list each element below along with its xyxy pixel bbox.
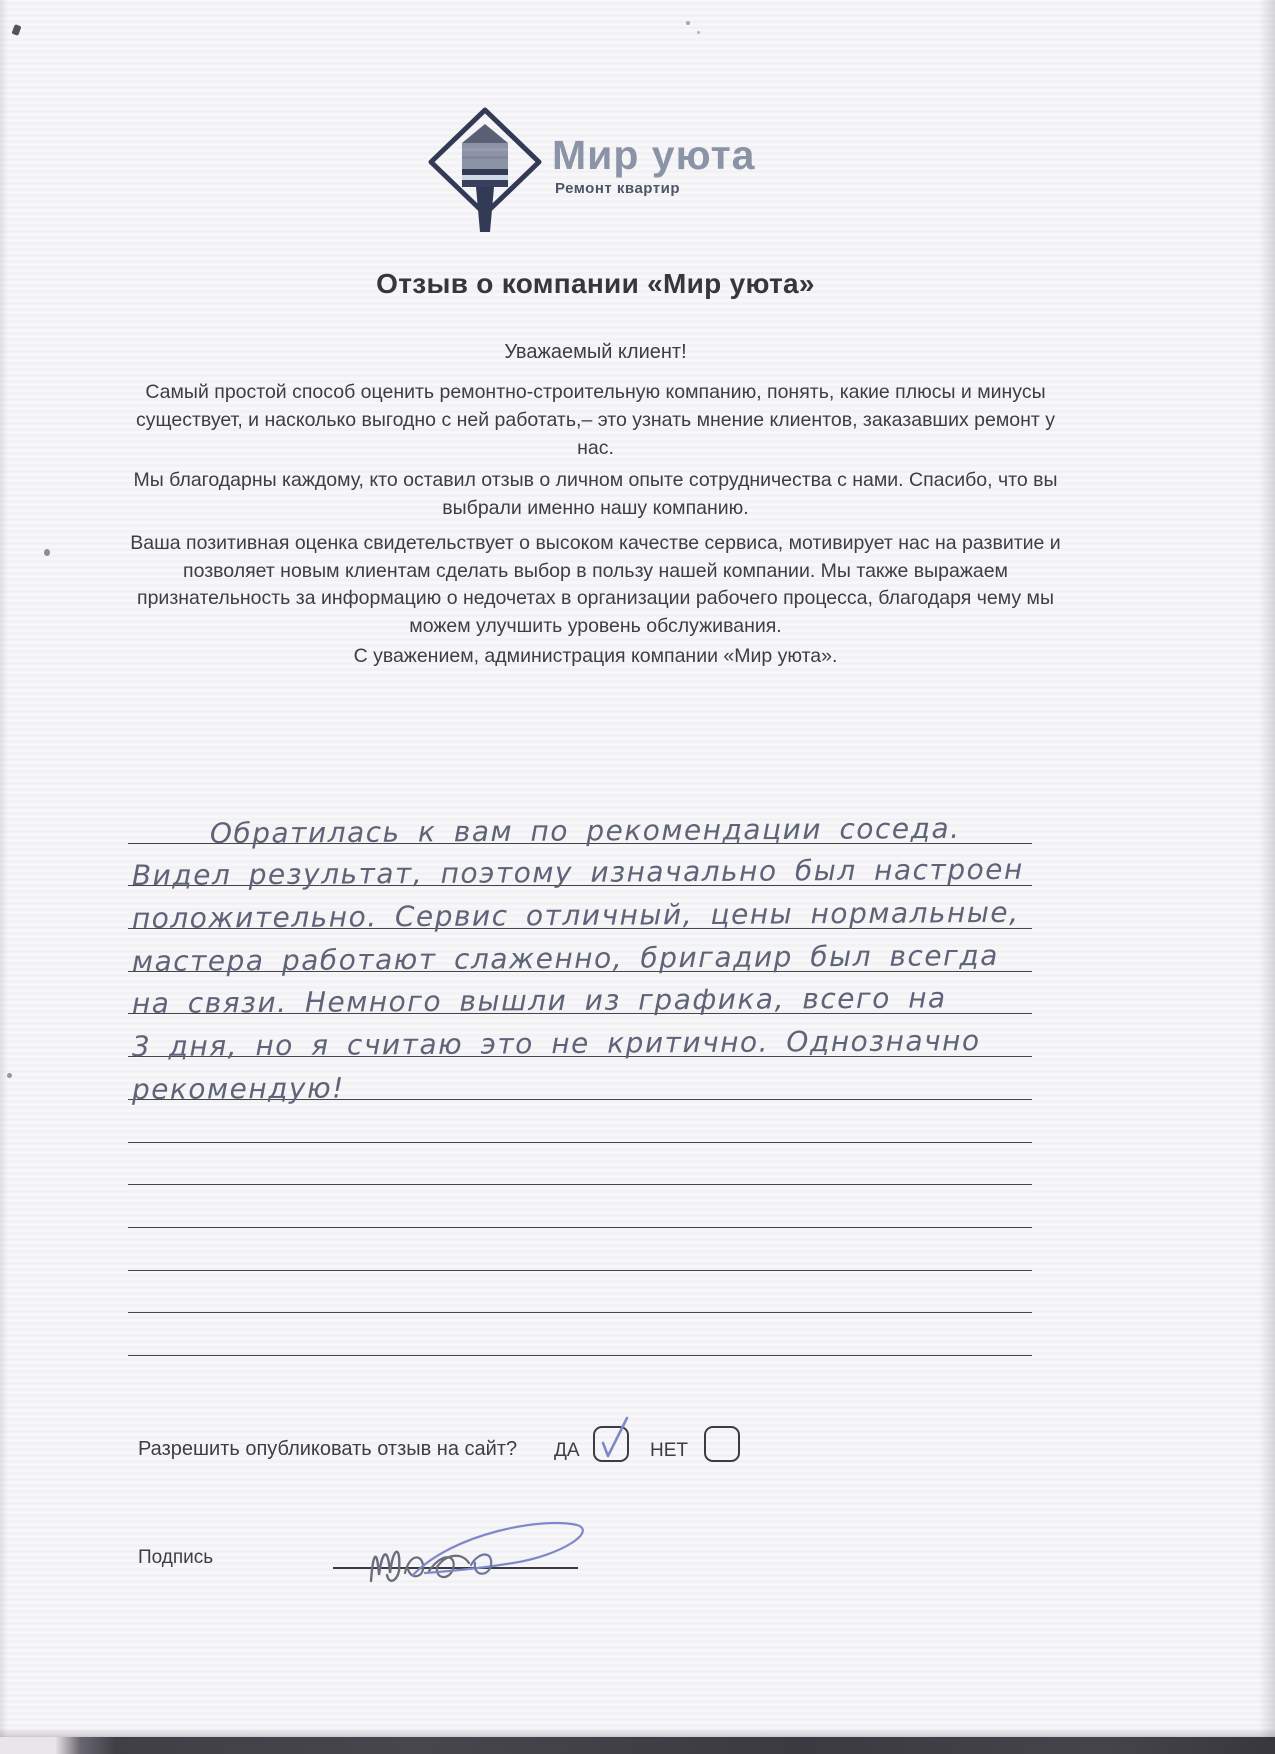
review-line [128, 1100, 1032, 1143]
scan-bottom-edge [0, 1737, 1275, 1754]
review-line [128, 886, 1032, 936]
greeting-line: Уважаемый клиент! [504, 341, 687, 363]
signature-row [138, 1535, 1063, 1625]
brand-tagline: Ремонт квартир [555, 180, 680, 197]
form-content [128, 0, 1063, 1754]
review-line [128, 1185, 1032, 1228]
review-line [128, 1313, 1032, 1356]
review-line [128, 1057, 1032, 1106]
no-label: НЕТ [650, 1440, 688, 1461]
publish-question-label: Разрешить опубликовать отзыв на сайт? [138, 1438, 518, 1460]
review-line [128, 972, 1032, 1021]
handwritten-signature [353, 1511, 603, 1599]
handwritten-text: Обратилась к вам по рекомендации соседа. [209, 811, 961, 850]
handwritten-text: положительно. Сервис отличный, цены нормальные, [131, 895, 1020, 936]
handwritten-text: на связи. Немного вышли из графика, всего на [131, 981, 947, 1021]
intro-paragraph-3: Ваша позитивная оценка свидетельствует о высоком качестве сервиса, мотивирует нас на развитие и позволяет новым клиентам сделать выбор в пользу нашей компании. Мы также выражаем признательность за информацию о недочетах в организации рабочего процесса, благодаря чему мы можем улучшить уровень обслуживания. [130, 532, 1061, 637]
handwritten-text: Видел результат, поэтому изначально был настроен [131, 853, 1024, 893]
scan-speck [44, 549, 50, 556]
scan-speck [686, 21, 690, 25]
company-logo [424, 104, 884, 234]
paintbrush-diamond-icon [424, 104, 546, 240]
scan-speck [12, 24, 22, 36]
logo-text [552, 132, 755, 197]
publish-question-row [138, 1420, 1063, 1480]
intro-paragraph-1: Самый простой способ оценить ремонтно-строительную компанию, понять, какие плюсы и минусы существует, и насколько выгодно с ней работать,– это узнать мнение клиентов, заказавших ремонт у нас. [136, 381, 1055, 459]
review-line [128, 1014, 1032, 1064]
review-line [128, 801, 1032, 850]
form-title: Отзыв о компании «Мир уюта» [376, 268, 815, 299]
yes-checkbox[interactable] [593, 1426, 629, 1462]
intro-paragraph-2: Мы благодарны каждому, кто оставил отзыв о личном опыте сотрудничества с нами. Спасибо, что вы выбрали именно нашу компанию. [133, 469, 1058, 519]
handwritten-text: 3 дня, но я считаю это не критично. Однозначно [131, 1024, 981, 1064]
scan-right-edge-shadow [1259, 0, 1275, 1754]
signature-label: Подпись [138, 1547, 214, 1568]
scan-speck [697, 31, 700, 34]
review-line [128, 1228, 1032, 1271]
yes-label: ДА [554, 1440, 580, 1461]
signoff-line: С уважением, администрация компании «Мир уюта». [353, 645, 838, 667]
handwritten-text: рекомендую! [131, 1071, 345, 1106]
check-mark-icon [595, 1428, 631, 1464]
handwritten-text: мастера работают слаженно, бригадир был всегда [131, 938, 999, 978]
scan-left-edge-shadow [0, 0, 8, 1754]
brand-name: Мир уюта [552, 132, 756, 178]
review-line [128, 1143, 1032, 1186]
review-line [128, 929, 1032, 978]
review-text-area[interactable] [128, 801, 1032, 1356]
review-line [128, 1271, 1032, 1314]
no-checkbox[interactable] [704, 1426, 740, 1462]
review-line [128, 844, 1032, 893]
